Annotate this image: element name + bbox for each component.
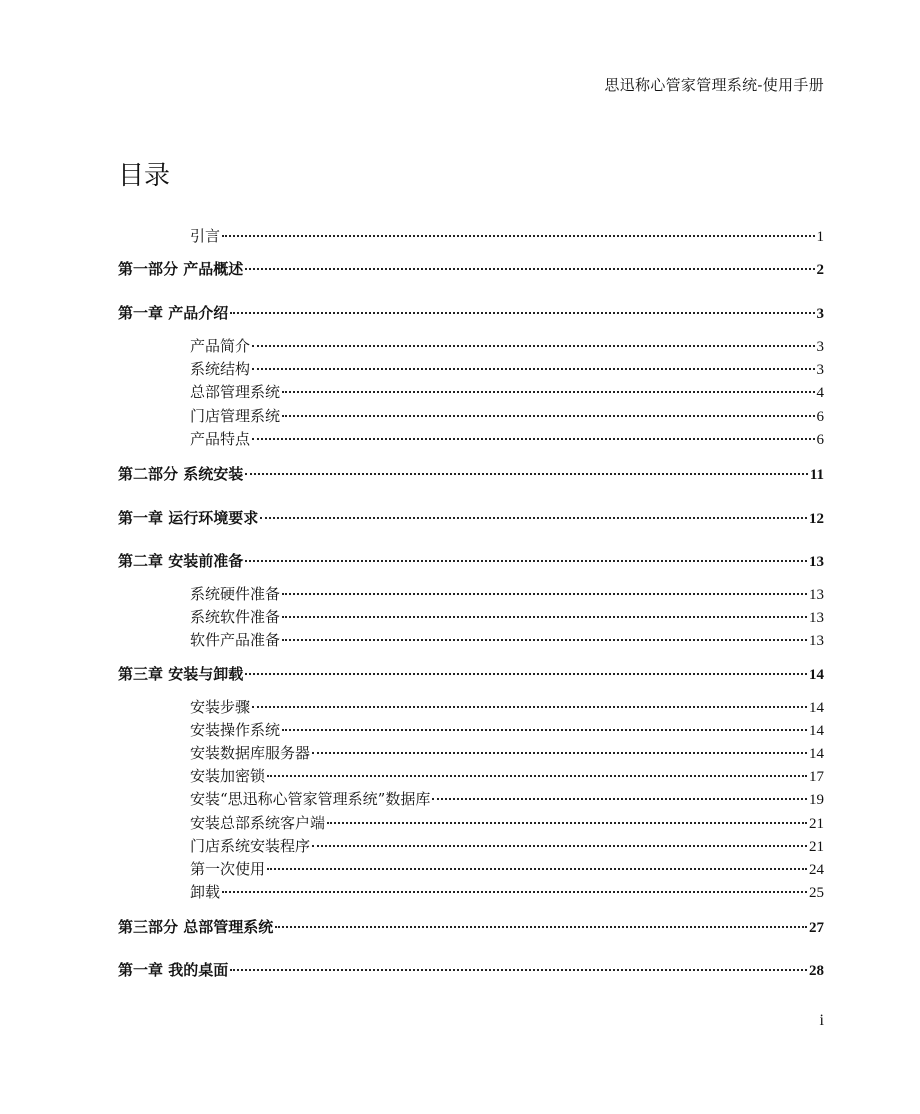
toc-leader-dots [230, 969, 807, 971]
toc-leader-dots [252, 368, 814, 370]
toc-entry[interactable] [118, 302, 824, 323]
toc-leader-dots [282, 593, 807, 595]
toc-leader-dots [312, 845, 807, 847]
toc-entry-page: 12 [809, 511, 824, 527]
toc-leader-dots [432, 798, 807, 800]
toc-leader-dots [282, 639, 807, 641]
toc-entry-label: 门店系统安装程序 [190, 837, 311, 855]
toc-leader-dots [267, 775, 807, 777]
toc-entry[interactable] [190, 881, 824, 902]
toc-entry-label: 第三章 安装与卸载 [118, 665, 244, 683]
toc-entry-label: 门店管理系统 [190, 407, 281, 425]
toc-entry-page: 24 [809, 862, 824, 878]
toc-leader-dots [252, 438, 814, 440]
toc-entry[interactable] [118, 550, 824, 571]
toc-leader-dots [275, 926, 807, 928]
toc-leader-dots [230, 312, 814, 314]
toc-entry-page: 14 [809, 700, 824, 716]
toc-leader-dots [252, 345, 814, 347]
toc-entry[interactable] [190, 858, 824, 879]
toc-entry-page: 27 [809, 920, 824, 936]
toc-entry-label: 产品特点 [190, 430, 251, 448]
toc-entry[interactable] [118, 916, 824, 937]
toc-entry-label: 第一章 运行环境要求 [118, 509, 259, 527]
toc-entry-page: 28 [809, 963, 824, 979]
toc-entry-label: 第一次使用 [190, 860, 266, 878]
toc-entry[interactable] [190, 381, 824, 402]
toc-title: 目录 [118, 161, 171, 191]
toc-entry-label: 系统结构 [190, 360, 251, 378]
toc-entry-page: 1 [816, 229, 824, 245]
toc-entry-page: 14 [809, 723, 824, 739]
toc-entry-page: 6 [816, 409, 824, 425]
toc-entry-page: 17 [809, 769, 824, 785]
toc-entry-page: 13 [809, 610, 824, 626]
toc-entry-label: 第二章 安装前准备 [118, 552, 244, 570]
toc-entry[interactable] [190, 812, 824, 833]
toc-leader-dots [245, 560, 807, 562]
toc-entry-label: 安装操作系统 [190, 721, 281, 739]
toc-entry-label: 第二部分 系统安装 [118, 465, 244, 483]
toc-entry-page: 14 [809, 746, 824, 762]
toc-entry[interactable] [190, 835, 824, 856]
toc-leader-dots [260, 517, 807, 519]
toc-entry-page: 6 [816, 432, 824, 448]
toc-leader-dots [282, 616, 807, 618]
toc-entry-label: 引言 [190, 227, 221, 245]
toc-entry[interactable] [190, 788, 824, 809]
toc-entry[interactable] [190, 606, 824, 627]
toc-leader-dots [327, 822, 807, 824]
toc-leader-dots [282, 415, 814, 417]
toc-leader-dots [222, 891, 807, 893]
toc-entry-page: 19 [809, 792, 824, 808]
toc-leader-dots [252, 706, 807, 708]
toc-entry-page: 13 [809, 633, 824, 649]
toc-entry[interactable] [190, 225, 824, 246]
toc-entry[interactable] [190, 719, 824, 740]
toc-leader-dots [312, 752, 807, 754]
toc-entry[interactable] [118, 463, 824, 484]
page-header: 思迅称心管家管理系统-使用手册 [604, 76, 824, 94]
toc-entry-page: 3 [816, 339, 824, 355]
toc-entry-page: 3 [816, 306, 824, 322]
toc-entry-page: 2 [816, 262, 824, 278]
toc-entry[interactable] [190, 428, 824, 449]
toc-entry-page: 11 [809, 467, 824, 483]
toc-entry[interactable] [118, 507, 824, 528]
toc-entry[interactable] [190, 742, 824, 763]
toc-entry-label: 安装步骤 [190, 698, 251, 716]
toc-entry-label: 卸载 [190, 883, 221, 901]
toc-entry[interactable] [118, 258, 824, 279]
toc-entry[interactable] [190, 696, 824, 717]
toc-entry-page: 13 [809, 554, 824, 570]
toc-leader-dots [245, 473, 808, 475]
toc-leader-dots [245, 268, 814, 270]
toc-entry[interactable] [190, 335, 824, 356]
toc-entry[interactable] [190, 358, 824, 379]
toc-entry-label: 第三部分 总部管理系统 [118, 918, 274, 936]
toc-leader-dots [222, 235, 814, 237]
toc-entry-label: 安装“思迅称心管家管理系统”数据库 [190, 790, 431, 808]
toc-entry-page: 4 [816, 385, 824, 401]
toc-leader-dots [282, 391, 814, 393]
toc-leader-dots [282, 729, 807, 731]
page-number: i [819, 1012, 824, 1029]
toc-leader-dots [267, 868, 807, 870]
toc-entry-label: 产品简介 [190, 337, 251, 355]
toc-entry-label: 第一章 产品介绍 [118, 304, 229, 322]
toc-entry[interactable] [118, 663, 824, 684]
toc-entry-page: 25 [809, 885, 824, 901]
toc-entry[interactable] [190, 405, 824, 426]
toc-entry-label: 第一章 我的桌面 [118, 961, 229, 979]
toc-entry-label: 系统软件准备 [190, 608, 281, 626]
toc-entry-page: 3 [816, 362, 824, 378]
toc-entry-label: 第一部分 产品概述 [118, 260, 244, 278]
toc-entry-label: 总部管理系统 [190, 383, 281, 401]
toc-entry-page: 13 [809, 587, 824, 603]
toc-entry-label: 安装加密锁 [190, 767, 266, 785]
toc-entry[interactable] [190, 583, 824, 604]
toc-entry-page: 21 [809, 816, 824, 832]
toc-entry-label: 安装总部系统客户端 [190, 814, 326, 832]
toc-entry[interactable] [190, 629, 824, 650]
toc-leader-dots [245, 673, 807, 675]
toc-entry-label: 安装数据库服务器 [190, 744, 311, 762]
toc-entry[interactable] [118, 959, 824, 980]
toc-entry-page: 21 [809, 839, 824, 855]
toc-entry-label: 系统硬件准备 [190, 585, 281, 603]
toc-entry-page: 14 [809, 667, 824, 683]
toc-entry-label: 软件产品准备 [190, 631, 281, 649]
toc-entry[interactable] [190, 765, 824, 786]
